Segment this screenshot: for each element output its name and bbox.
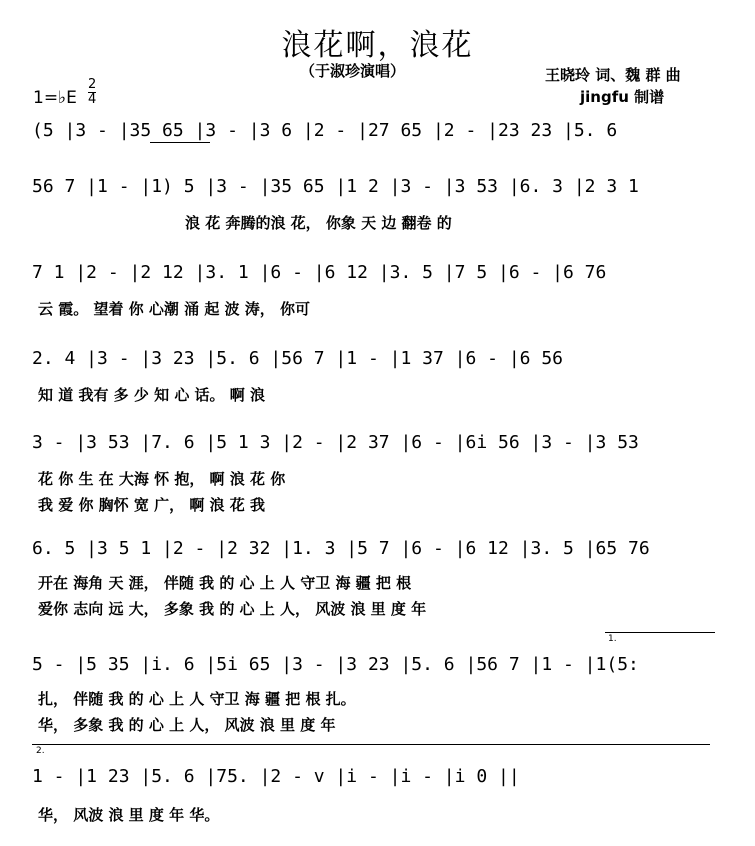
performer-subtitle: （于淑珍演唱）	[300, 62, 406, 80]
lyric-line-3: 云 霞。 望着 你 心潮 涌 起 波 涛， 你可	[38, 300, 311, 318]
volta-1-line	[605, 632, 715, 633]
lyric-line-5a: 花 你 生 在 大海 怀 抱， 啊 浪 花 你	[38, 470, 286, 488]
score-system-1: (5 |3 - |35 65 |3 - |3 6 |2 - |27 65 |2 - |23 23 |5. 6	[32, 120, 618, 141]
credits-line: 王晓玲 词、魏 群 曲	[545, 66, 681, 84]
time-denominator: 4	[88, 92, 97, 107]
time-signature	[88, 78, 96, 107]
lyric-line-6a: 开在 海角 天 涯， 伴随 我 的 心 上 人 守卫 海 疆 把 根	[38, 574, 412, 592]
score-system-6: 6. 5 |3 5 1 |2 - |2 32 |1. 3 |5 7 |6 - |6 12 |3. 5 |65 76	[32, 538, 650, 559]
volta-2-line	[32, 744, 710, 745]
beam	[150, 142, 210, 143]
score-system-5: 3 - |3 53 |7. 6 |5 1 3 |2 - |2 37 |6 - |6i 56 |3 - |3 53	[32, 432, 639, 453]
lyric-line-7b: 华， 多象 我 的 心 上 人， 风波 浪 里 度 年	[38, 716, 336, 734]
score-system-2: 56 7 |1 - |1) 5 |3 - |35 65 |1 2 |3 - |3 53 |6. 3 |2 3 1	[32, 176, 639, 197]
lyric-line-5b: 我 爱 你 胸怀 宽 广， 啊 浪 花 我	[38, 496, 266, 514]
score-system-3: 7 1 |2 - |2 12 |3. 1 |6 - |6 12 |3. 5 |7 5 |6 - |6 76	[32, 262, 607, 283]
volta-2-label: 2.	[36, 746, 45, 756]
score-system-7: 5 - |5 35 |i. 6 |5i 65 |3 - |3 23 |5. 6 |56 7 |1 - |1(5:	[32, 654, 639, 675]
lyric-line-6b: 爱你 志向 远 大， 多象 我 的 心 上 人， 风波 浪 里 度 年	[38, 600, 427, 618]
time-numerator: 2	[88, 77, 97, 92]
lyric-line-7a: 扎， 伴随 我 的 心 上 人 守卫 海 疆 把 根 扎。	[38, 690, 356, 708]
volta-1-label: 1.	[608, 634, 617, 644]
key-signature: 1=♭E	[33, 88, 77, 108]
arranger-line: jingfu 制谱	[580, 88, 665, 106]
lyric-line-8: 华， 风波 浪 里 度 年 华。	[38, 806, 220, 824]
lyric-line-2: 浪 花 奔腾的浪 花， 你象 天 边 翻卷 的	[185, 214, 452, 232]
score-system-4: 2. 4 |3 - |3 23 |5. 6 |56 7 |1 - |1 37 |6 - |6 56	[32, 348, 564, 369]
score-system-8: 1 - |1 23 |5. 6 |75. |2 - v |i - |i - |i 0 ||	[32, 766, 520, 787]
song-title: 浪花啊，浪花	[281, 28, 474, 63]
lyric-line-4: 知 道 我有 多 少 知 心 话。 啊 浪	[38, 386, 266, 404]
